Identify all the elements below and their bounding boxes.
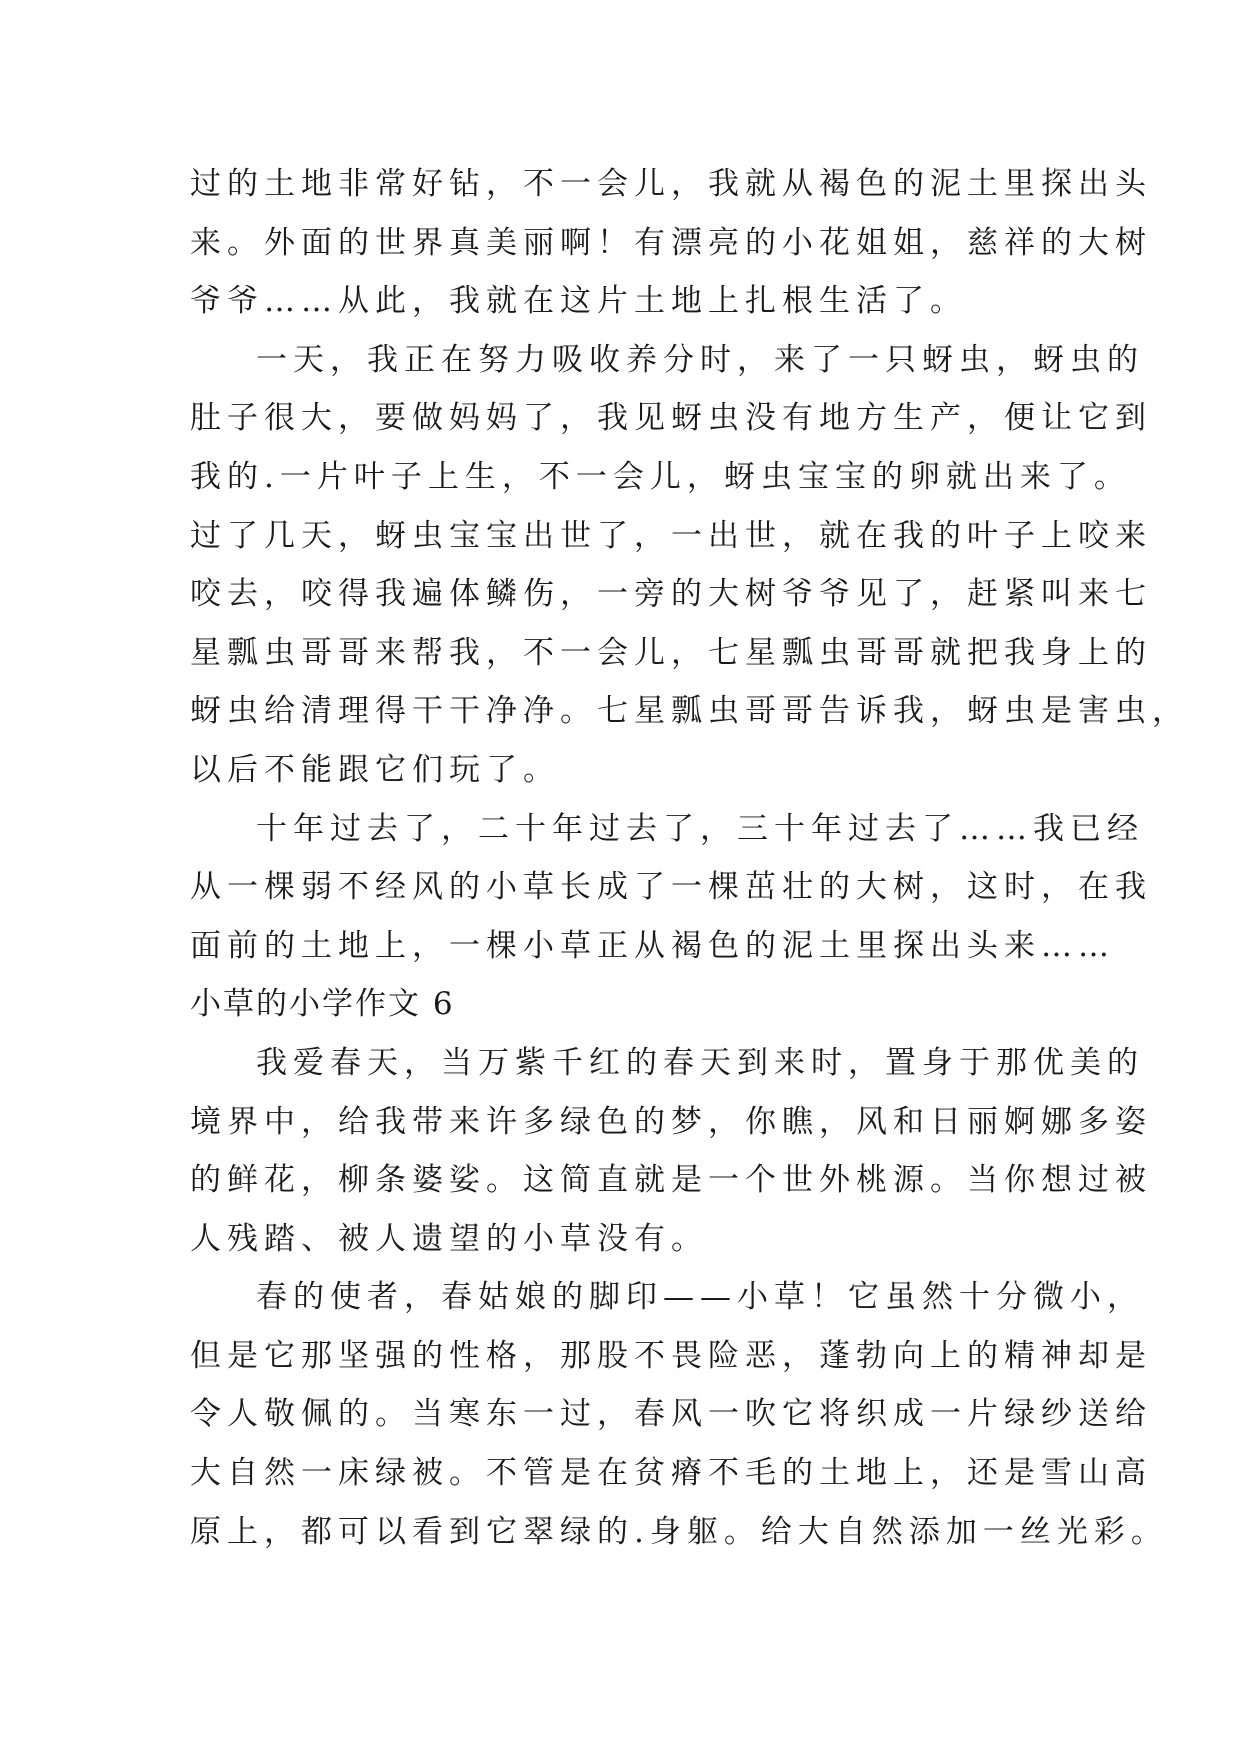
text-line: 我爱春天，当万紫千红的春天到来时，置身于那优美的	[256, 1044, 1144, 1081]
text-line: 过了几天，蚜虫宝宝出世了，一出世，就在我的叶子上咬来	[190, 517, 1152, 554]
paragraph-2	[190, 331, 1189, 800]
text-line: 一天，我正在努力吸收养分时，来了一只蚜虫，蚜虫的	[256, 341, 1144, 378]
text-line: 令人敬佩的。当寒东一过，春风一吹它将织成一片绿纱送给	[190, 1396, 1152, 1433]
text-line: 的鲜花，柳条婆娑。这简直就是一个世外桃源。当你想过被	[190, 1162, 1152, 1199]
text-line: 过的土地非常好钻，不一会儿，我就从褐色的泥土里探出头	[190, 166, 1152, 202]
text-line: 星瓢虫哥哥来帮我，不一会儿，七星瓢虫哥哥就把我身上的	[190, 634, 1152, 671]
text-line: 原上，都可以看到它翠绿的.身躯。给大自然添加一丝光彩。	[190, 1513, 1168, 1550]
text-line: 大自然一床绿被。不管是在贫瘠不毛的土地上，还是雪山高	[190, 1455, 1152, 1492]
text-line: 境界中，给我带来许多绿色的梦，你瞧，风和日丽婀娜多姿	[190, 1103, 1152, 1140]
text-line: 肚子很大，要做妈妈了，我见蚜虫没有地方生产，便让它到	[190, 400, 1152, 437]
text-line: 以后不能跟它们玩了。	[190, 751, 560, 788]
text-line: 蚜虫给清理得干干净净。七星瓢虫哥哥告诉我，蚜虫是害虫，	[190, 693, 1189, 730]
text-line: 春的使者，春姑娘的脚印——小草！它虽然十分微小，	[256, 1279, 1144, 1316]
document-body	[190, 155, 1189, 1561]
paragraph-4	[190, 1034, 1152, 1268]
text-line: 从一棵弱不经风的小草长成了一棵茁壮的大树，这时，在我	[190, 869, 1152, 906]
paragraph-3	[190, 800, 1152, 976]
text-line: 人残踏、被人遗望的小草没有。	[190, 1220, 708, 1257]
paragraph-1	[190, 155, 1152, 331]
text-line: 我的.一片叶子上生，不一会儿，蚜虫宝宝的卵就出来了。	[190, 458, 1131, 495]
text-line: 但是它那坚强的性格，那股不畏险恶，蓬勃向上的精神却是	[190, 1337, 1152, 1374]
text-line: 爷爷……从此，我就在这片土地上扎根生活了。	[190, 283, 967, 320]
text-line: 来。外面的世界真美丽啊！有漂亮的小花姐姐，慈祥的大树	[190, 224, 1152, 261]
text-line: 十年过去了，二十年过去了，三十年过去了……我已经	[256, 810, 1144, 847]
section-heading: 小草的小学作文 6	[190, 986, 455, 1023]
text-line: 咬去，咬得我遍体鳞伤，一旁的大树爷爷见了，赶紧叫来七	[190, 576, 1152, 613]
text-line: 面前的土地上，一棵小草正从褐色的泥土里探出头来……	[190, 927, 1115, 964]
paragraph-5	[190, 1268, 1168, 1561]
